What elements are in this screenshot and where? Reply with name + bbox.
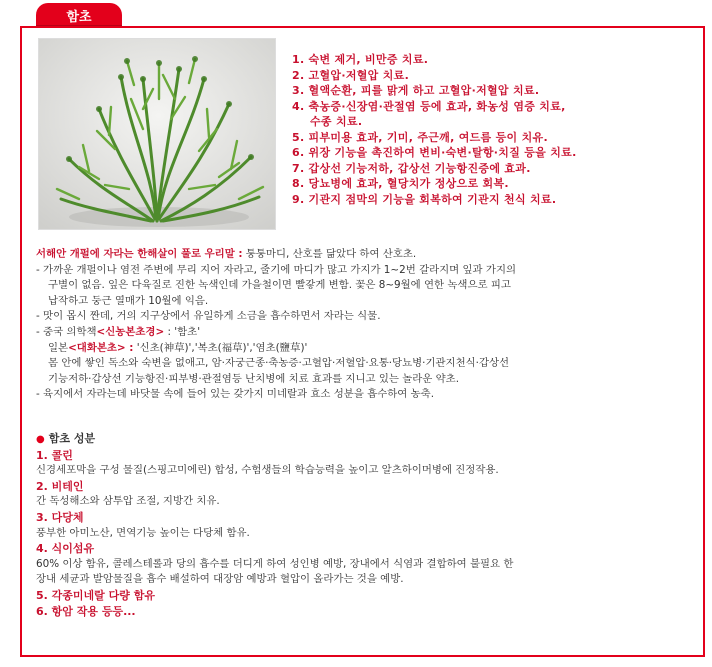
- intro-highlight: 서해안 개펄에 자라는 한해살이 풀로 우리말 :: [36, 248, 243, 260]
- effect-item: 3. 혈액순환, 피를 맑게 하고 고혈압·저혈압 치료.: [292, 84, 540, 97]
- component-desc: 간 독성해소와 삼투압 조절, 지방간 치유.: [36, 495, 220, 508]
- desc-line: - 가까운 개펄이나 염전 주변에 무리 지어 자라고, 줄기에 마디가 많고 가지가 1~2번 갈라지며 잎과 가지의: [36, 263, 517, 276]
- desc-line: 구별이 없음. 잎은 다육질로 진한 녹색인데 가을철이면 빨갛게 변함. 꽃은 8~9월에 연한 녹색으로 피고: [48, 279, 511, 292]
- component-heading: 3. 다당체: [36, 510, 84, 524]
- component-heading: 5. 각종미네랄 다량 함유: [36, 588, 155, 602]
- intro-line: [36, 247, 696, 263]
- samphire-plant-photo-icon: [38, 38, 276, 230]
- desc-line: [36, 325, 696, 341]
- line6-suffix: '신초(神草)','복초(福草)','염초(鹽草)': [133, 341, 308, 354]
- effect-item: 5. 피부미용 효과, 기미, 주근깨, 여드름 등이 치유.: [292, 130, 548, 144]
- line5-prefix: - 중국 의학책: [36, 325, 97, 338]
- component-heading: 1. 콜린: [36, 448, 73, 462]
- line5-highlight: <신농본초경>: [96, 325, 165, 338]
- description-block: [36, 247, 696, 403]
- line6-prefix: 일본: [48, 341, 69, 354]
- component-desc: 60% 이상 함유, 콜레스테롤과 당의 흡수를 더디게 하여 성인병 예방, 장내에서 식염과 결합하여 불필요 한: [36, 557, 514, 570]
- effect-item: 9. 기관지 점막의 기능을 회복하여 기관지 천식 치료.: [292, 192, 557, 206]
- content-frame: [20, 26, 705, 657]
- effect-item: 1. 숙변 제거, 비만증 치료.: [292, 53, 429, 66]
- effect-item: 4. 축농증·신장염·관절염 등에 효과, 화농성 염증 치료,: [292, 99, 566, 113]
- component-heading: 2. 비테인: [36, 479, 84, 493]
- components-section: [36, 431, 696, 619]
- intro-text: 퉁퉁마디, 산호를 닮았다 하여 산호초.: [242, 248, 417, 260]
- effect-item: 8. 당뇨병에 효과, 혈당치가 정상으로 회복.: [292, 177, 509, 190]
- effects-list: [292, 52, 692, 207]
- desc-line: 몸 안에 쌓인 독소와 숙변을 없애고, 암·자궁근종·축농증·고혈압·저혈압·요통·당뇨병·기관지천식·갑상선: [48, 357, 510, 370]
- effect-item: 6. 위장 기능을 촉진하여 변비·숙변·탈항·치질 등을 치료.: [292, 146, 577, 159]
- line5-suffix: : '함초': [164, 325, 201, 338]
- component-desc: 신경세포막을 구성 물질(스핑고미에린) 합성, 수험생들의 학습능력을 높이고 알츠하이머병에 진정작용.: [36, 464, 499, 477]
- components-title-text: 함초 성분: [48, 432, 96, 445]
- desc-line: [36, 341, 696, 357]
- desc-line: 기능저하·갑상선 기능항진·피부병·관절염등 난치병에 치료 효과를 지니고 있는 놀라운 약초.: [48, 372, 460, 385]
- bullet-icon: ●: [36, 434, 45, 445]
- component-heading: 4. 식이섬유: [36, 542, 95, 556]
- section-tab: 함초: [36, 3, 122, 27]
- desc-line: 납작하고 둥근 열매가 10월에 익음.: [48, 294, 209, 307]
- components-title: [36, 431, 696, 448]
- component-heading: 6. 항암 작용 등등...: [36, 604, 136, 618]
- component-desc: 풍부한 아미노산, 면역기능 높이는 다당체 함유.: [36, 526, 250, 539]
- component-desc: 장내 세균과 발암물질을 흡수 배설하여 대장암 예방과 혈압이 올라가는 것을 예방.: [36, 573, 404, 586]
- effect-item-continuation: 수종 치료.: [310, 115, 363, 128]
- effect-item: 2. 고혈압·저혈압 치료.: [292, 68, 410, 82]
- desc-line: - 맛이 몹시 짠데, 거의 지구상에서 유일하게 소금을 흡수하면서 자라는 식물.: [36, 310, 381, 323]
- line6-highlight: <대화본초> :: [68, 341, 134, 354]
- desc-line: - 육지에서 자라는데 바닷물 속에 들어 있는 갖가지 미네랄과 효소 성분을 흡수하여 농축.: [36, 388, 434, 401]
- effect-item: 7. 갑상선 기능저하, 갑상선 기능항진증에 효과.: [292, 161, 531, 175]
